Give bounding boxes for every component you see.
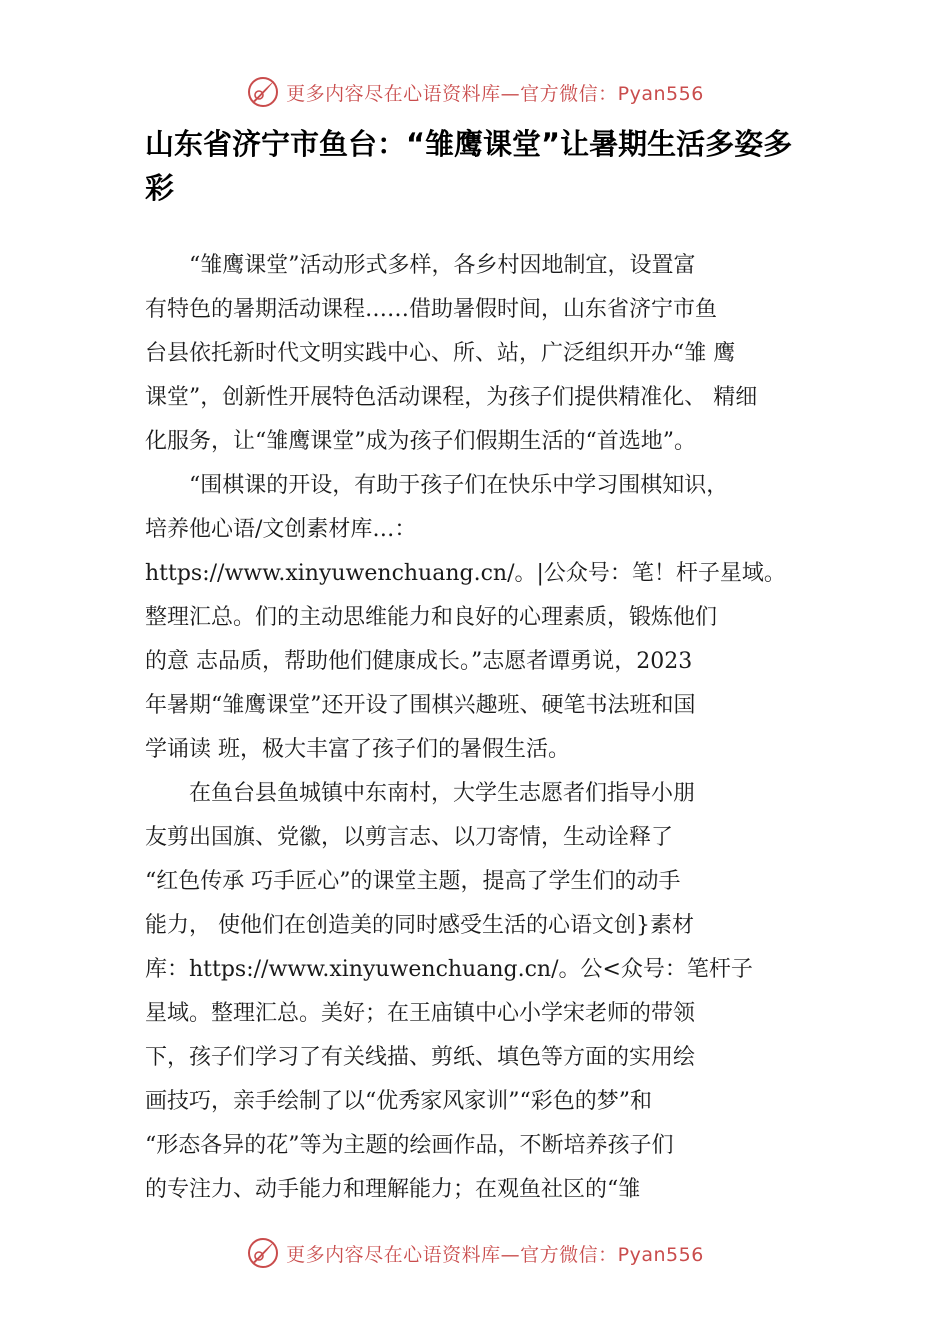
body-line: 友剪出国旗、党徽，以剪言志、以刀寄情，生动诠释了 bbox=[145, 825, 674, 850]
body-line: 整理汇总。们的主动思维能力和良好的心理素质，锻炼他们 bbox=[145, 605, 718, 630]
body-line: “形态各异的花”等为主题的绘画作品，不断培养孩子们 bbox=[145, 1133, 674, 1158]
title-line: 彩 bbox=[145, 171, 175, 205]
body-line: https://www.xinyuwenchuang.cn/。|公众号：笔！杆子星域。 bbox=[145, 561, 786, 586]
body-line: 培养他心语/文创素材库…： bbox=[145, 517, 417, 542]
body-line: 的意 志品质，帮助他们健康成长。”志愿者谭勇说，2023 bbox=[145, 649, 693, 674]
title-line: 山东省济宁市鱼台：“雏鹰课堂”让暑期生活多姿多 bbox=[145, 127, 793, 161]
body-line: 有特色的暑期活动课程……借助暑假时间，山东省济宁市鱼 bbox=[145, 297, 718, 322]
body-line: 下，孩子们学习了有关线描、剪纸、填色等方面的实用绘 bbox=[145, 1045, 696, 1070]
body-line: “围棋课的开设，有助于孩子们在快乐中学习围棋知识， bbox=[145, 473, 729, 498]
body-line: 年暑期“雏鹰课堂”还开设了围棋兴趣班、硬笔书法班和国 bbox=[145, 693, 696, 718]
body-line: 课堂”，创新性开展特色活动课程，为孩子们提供精准化、 精细 bbox=[145, 385, 758, 410]
body-line: “红色传承 巧手匠心”的课堂主题，提高了学生们的动手 bbox=[145, 869, 681, 894]
body-line: 画技巧，亲手绘制了以“优秀家风家训”“彩色的梦”和 bbox=[145, 1089, 652, 1114]
feather-seal-icon bbox=[246, 75, 280, 109]
article-body bbox=[145, 244, 845, 1212]
watermark-footer bbox=[0, 1233, 950, 1273]
body-line: 学诵读 班，极大丰富了孩子们的暑假生活。 bbox=[145, 737, 570, 762]
body-line: 库：https://www.xinyuwenchuang.cn/。公<众号：笔杆子 bbox=[145, 957, 753, 982]
body-line: 的专注力、动手能力和理解能力；在观鱼社区的“雏 bbox=[145, 1177, 641, 1202]
watermark-text: 更多内容尽在心语资料库—官方微信：Pyan556 bbox=[286, 1243, 704, 1266]
watermark-text: 更多内容尽在心语资料库—官方微信：Pyan556 bbox=[286, 82, 704, 105]
article-title bbox=[145, 118, 825, 206]
body-line: 化服务，让“雏鹰课堂”成为孩子们假期生活的“首选地”。 bbox=[145, 429, 696, 454]
watermark-header bbox=[0, 72, 950, 112]
body-line: 在鱼台县鱼城镇中东南村，大学生志愿者们指导小朋 bbox=[145, 781, 696, 806]
feather-seal-icon bbox=[246, 1236, 280, 1270]
body-line: 能力， 使他们在创造美的同时感受生活的心语文创}素材 bbox=[145, 913, 694, 938]
body-line: 星域。整理汇总。美好；在王庙镇中心小学宋老师的带领 bbox=[145, 1001, 696, 1026]
body-line: “雏鹰课堂”活动形式多样，各乡村因地制宜，设置富 bbox=[145, 253, 696, 278]
body-line: 台县依托新时代文明实践中心、所、站，广泛组织开办“雏 鹰 bbox=[145, 341, 736, 366]
